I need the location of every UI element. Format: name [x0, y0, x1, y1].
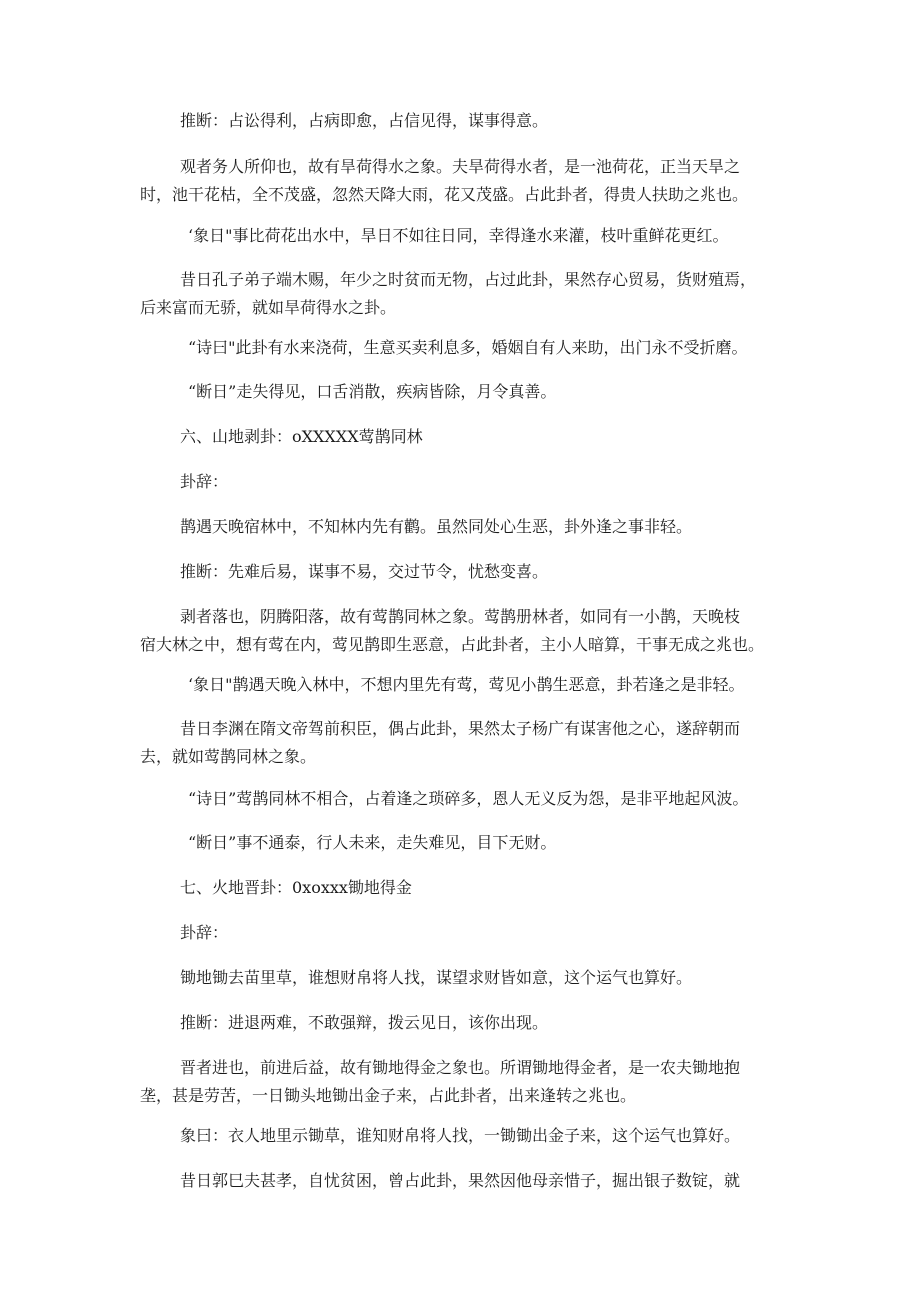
text-line: 鹊遇天晚宿林中，不知林内先有鹳。虽然同处心生恶，卦外逢之事非轻。	[180, 517, 693, 536]
paragraph	[140, 964, 780, 992]
text-line: 剥者落也，阴腾阳落，故有莺鹊同林之象。莺鹊册林者，如同有一小鹊，天晚枝	[180, 607, 741, 626]
paragraph	[140, 558, 780, 586]
text-line: 晋者进也，前进后益，故有锄地得金之象也。所谓锄地得金者，是一农夫锄地抱	[180, 1058, 741, 1077]
text-line: 宿大林之中，想有莺在内，莺见鹊即生恶意，占此卦者，主小人暗算，干事无成之兆也。	[140, 635, 765, 654]
paragraph	[140, 919, 780, 947]
text-line: 卦辞：	[180, 472, 229, 491]
paragraph	[140, 153, 780, 209]
paragraph	[140, 334, 780, 362]
paragraph	[140, 671, 780, 699]
paragraph	[140, 715, 780, 771]
text-line: 推断：占讼得利，占病即愈，占信见得，谋事得意。	[180, 111, 549, 130]
section-heading	[140, 423, 780, 451]
paragraph	[140, 1054, 780, 1110]
text-line: “诗日”莺鹊同林不相合，占着逢之琐碎多，恩人无义反为怨，是非平地起风波。	[188, 789, 749, 808]
text-line: 去，就如莺鹊同林之象。	[140, 747, 317, 766]
text-line: 象曰：衣人地里示锄草，谁知财帛将人找，一锄锄出金子来，这个运气也算好。	[180, 1126, 741, 1145]
text-line: 卦辞：	[180, 923, 229, 942]
paragraph	[140, 468, 780, 496]
text-line: 锄地锄去苗里草，谁想财帛将人找，谋望求财皆如意，这个运气也算好。	[180, 968, 693, 987]
text-line: “诗曰"此卦有水来浇荷，生意买卖利息多，婚姻自有人来助，出门永不受折磨。	[188, 338, 748, 357]
text-line: 昔日郭巳夫甚孝，自忧贫困，曾占此卦，果然因他母亲惜子，掘出银子数锭，就	[180, 1171, 741, 1190]
text-line: 昔日李渊在隋文帝驾前积臣，偶占此卦，果然太子杨广有谋害他之心，遂辞朝而	[180, 719, 741, 738]
paragraph	[140, 603, 780, 659]
text-line: ‘象日"鹊遇天晚入林中，不想内里先有莺，莺见小鹊生恶意，卦若逢之是非轻。	[188, 675, 745, 694]
paragraph	[140, 513, 780, 541]
paragraph	[140, 222, 780, 250]
text-line: 垄，甚是劳苦，一日锄头地锄出金子来，占此卦者，出来逢转之兆也。	[140, 1086, 637, 1105]
text-line: 六、山地剥卦：oXXXXX莺鹊同林	[180, 427, 423, 446]
paragraph	[140, 829, 780, 857]
paragraph	[140, 266, 780, 322]
paragraph	[140, 1009, 780, 1037]
text-line: 观者务人所仰也，故有旱荷得水之象。夫旱荷得水者，是一池荷花，正当天旱之	[180, 157, 741, 176]
text-line: 推断：进退两难，不敢强辩，拨云见日，该你出现。	[180, 1013, 549, 1032]
text-line: 七、火地晋卦：0xoxxx锄地得金	[180, 878, 412, 897]
text-line: “断日”事不通泰，行人未来，走失难见，目下无财。	[188, 833, 557, 852]
paragraph	[140, 1122, 780, 1150]
section-heading	[140, 874, 780, 902]
paragraph	[140, 378, 780, 406]
text-line: 后来富而无骄，就如旱荷得水之卦。	[140, 298, 397, 317]
paragraph	[140, 107, 780, 135]
text-line: ‘象日"事比荷花出水中，旱日不如往日同，幸得逢水来灌，枝叶重鲜花更红。	[188, 226, 729, 245]
paragraph	[140, 1167, 780, 1195]
paragraph	[140, 785, 780, 813]
text-line: “断日”走失得见，口舌消散，疾病皆除，月令真善。	[188, 382, 557, 401]
text-line: 时，池干花枯，全不茂盛，忽然天降大雨，花又茂盛。占此卦者，得贵人扶助之兆也。	[140, 185, 749, 204]
text-line: 推断：先难后易，谋事不易，交过节令，忧愁变喜。	[180, 562, 549, 581]
text-line: 昔日孔子弟子端木赐，年少之时贫而无物，占过此卦，果然存心贸易，货财殖焉，	[180, 270, 757, 289]
